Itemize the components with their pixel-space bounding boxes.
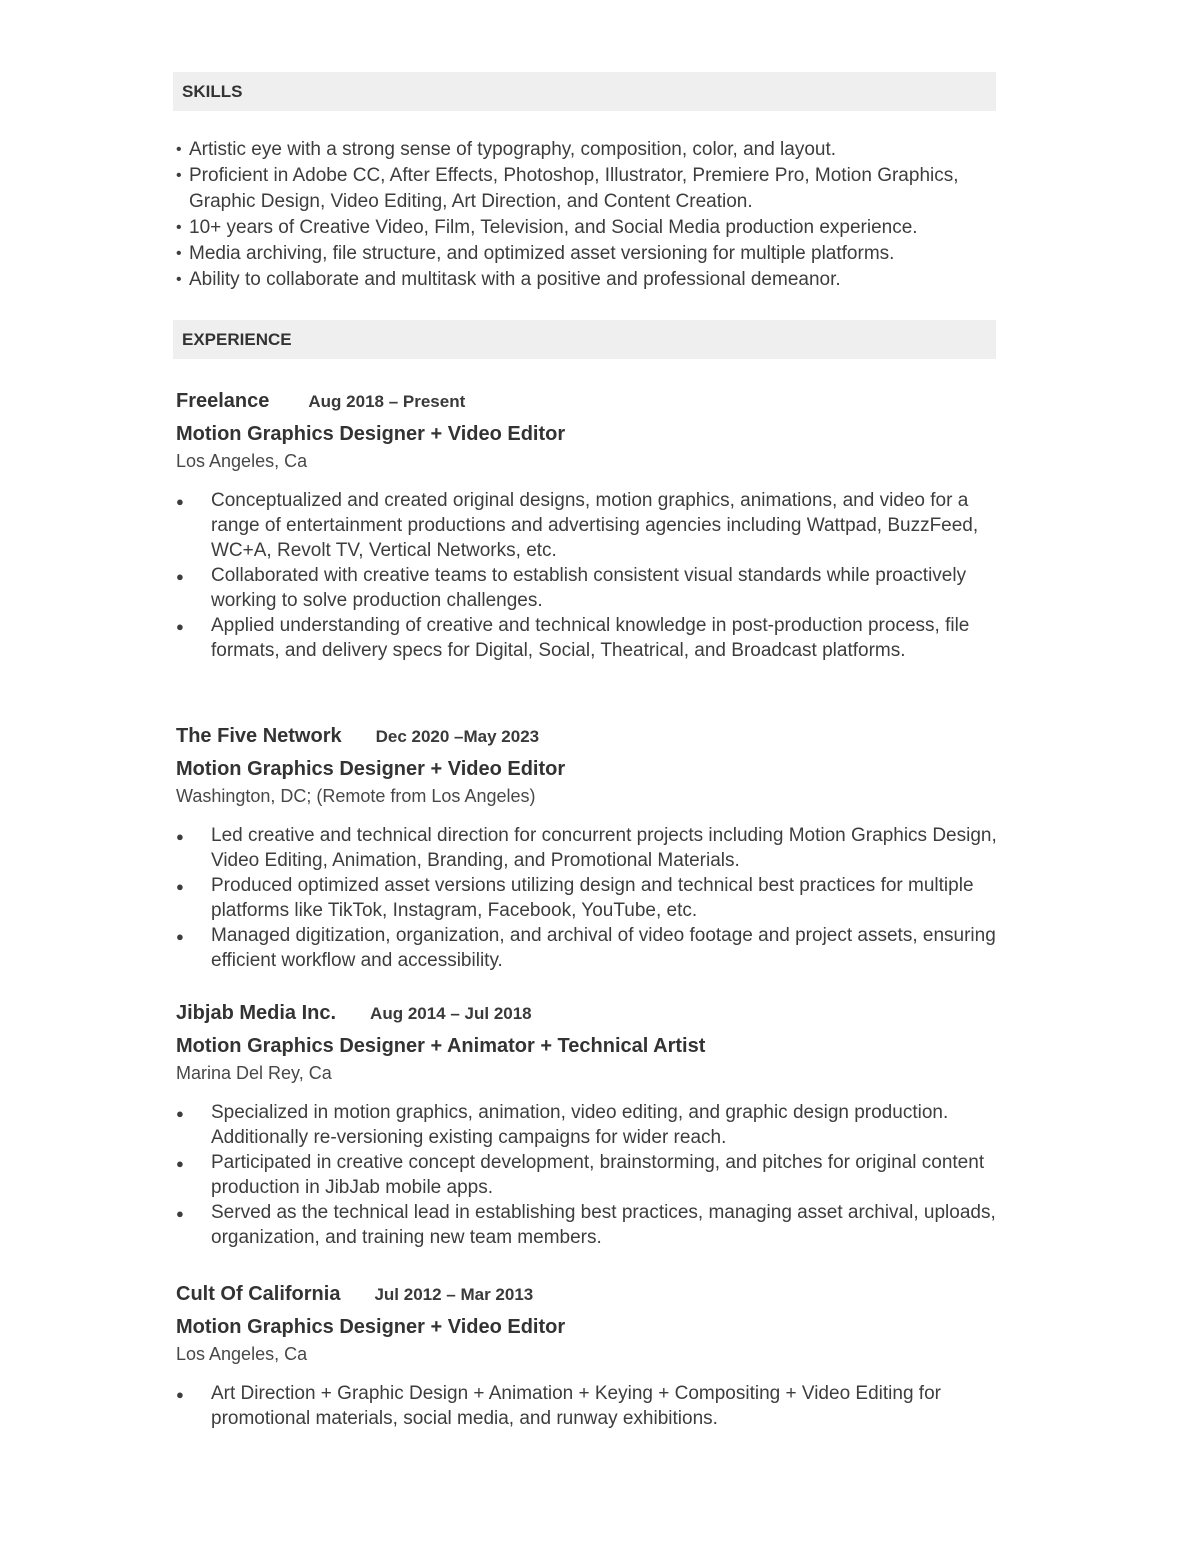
job-entry-the-five-network	[176, 725, 1006, 973]
job-bullet: ● Art Direction + Graphic Design + Animation + Keying + Compositing + Video Editing for promotional materials, social media, and runway exhibitions.	[176, 1381, 1006, 1431]
job-bullets	[176, 1100, 1006, 1250]
job-location: Marina Del Rey, Ca	[176, 1063, 332, 1083]
skill-item: • Artistic eye with a strong sense of typography, composition, color, and layout.	[176, 137, 1006, 163]
job-bullet: ● Led creative and technical direction for concurrent projects including Motion Graphics Design, Video Editing, Animation, Branding, and Promotional Materials.	[176, 823, 1006, 873]
skills-section-header	[173, 72, 996, 111]
skills-list	[176, 137, 1006, 293]
job-bullet: ● Applied understanding of creative and technical knowledge in post-production process, file formats, and delivery specs for Digital, Social, Theatrical, and Broadcast platforms.	[176, 613, 1006, 663]
job-bullet: ● Specialized in motion graphics, animation, video editing, and graphic design production. Additionally re-versioning existing campaigns for wider reach.	[176, 1100, 1006, 1150]
skills-heading: SKILLS	[182, 81, 243, 101]
job-bullet: ● Conceptualized and created original designs, motion graphics, animations, and video for a range of entertainment productions and advertising agencies including Wattpad, BuzzFeed, WC+A, Revolt TV, Vertical Networks, etc.	[176, 488, 1006, 563]
job-entry-cult-of-california	[176, 1283, 1006, 1431]
employment-dates: Aug 2014 – Jul 2018	[370, 1004, 532, 1023]
job-entry-freelance	[176, 390, 1006, 663]
skill-item: • Ability to collaborate and multitask with a positive and professional demeanor.	[176, 267, 1006, 293]
job-bullet: ● Managed digitization, organization, and archival of video footage and project assets, ensuring efficient workflow and accessibility.	[176, 923, 1006, 973]
job-location: Washington, DC; (Remote from Los Angeles)	[176, 786, 536, 806]
job-bullets	[176, 1381, 1006, 1431]
job-bullets	[176, 823, 1006, 973]
job-bullet: ● Participated in creative concept development, brainstorming, and pitches for original content production in JibJab mobile apps.	[176, 1150, 1006, 1200]
company-name: Jibjab Media Inc.	[176, 1002, 337, 1024]
skill-item: • Media archiving, file structure, and optimized asset versioning for multiple platforms.	[176, 241, 1006, 267]
experience-section-header	[173, 320, 996, 359]
job-bullet: ● Served as the technical lead in establishing best practices, managing asset archival, uploads, organization, and training new team members.	[176, 1200, 1006, 1250]
job-title: Motion Graphics Designer + Video Editor	[176, 423, 566, 445]
job-bullets	[176, 488, 1006, 663]
job-location: Los Angeles, Ca	[176, 1344, 308, 1364]
job-bullet: ● Collaborated with creative teams to establish consistent visual standards while proactively working to solve production challenges.	[176, 563, 1006, 613]
company-name: Cult Of California	[176, 1283, 341, 1305]
skill-item: • Proficient in Adobe CC, After Effects, Photoshop, Illustrator, Premiere Pro, Motion Graphics, Graphic Design, Video Editing, Art Direction, and Content Creation.	[176, 163, 1006, 215]
job-title: Motion Graphics Designer + Animator + Technical Artist	[176, 1035, 706, 1057]
company-name: Freelance	[176, 390, 270, 412]
skill-item: • 10+ years of Creative Video, Film, Television, and Social Media production experience.	[176, 215, 1006, 241]
job-bullet: ● Produced optimized asset versions utilizing design and technical best practices for multiple platforms like TikTok, Instagram, Facebook, YouTube, etc.	[176, 873, 1006, 923]
company-name: The Five Network	[176, 725, 342, 747]
job-entry-jibjab-media	[176, 1002, 1006, 1250]
employment-dates: Dec 2020 –May 2023	[375, 727, 540, 746]
job-title: Motion Graphics Designer + Video Editor	[176, 1316, 566, 1338]
employment-dates: Jul 2012 – Mar 2013	[374, 1285, 534, 1304]
experience-heading: EXPERIENCE	[182, 329, 292, 349]
job-title: Motion Graphics Designer + Video Editor	[176, 758, 566, 780]
job-location: Los Angeles, Ca	[176, 451, 308, 471]
employment-dates: Aug 2018 – Present	[308, 392, 466, 411]
